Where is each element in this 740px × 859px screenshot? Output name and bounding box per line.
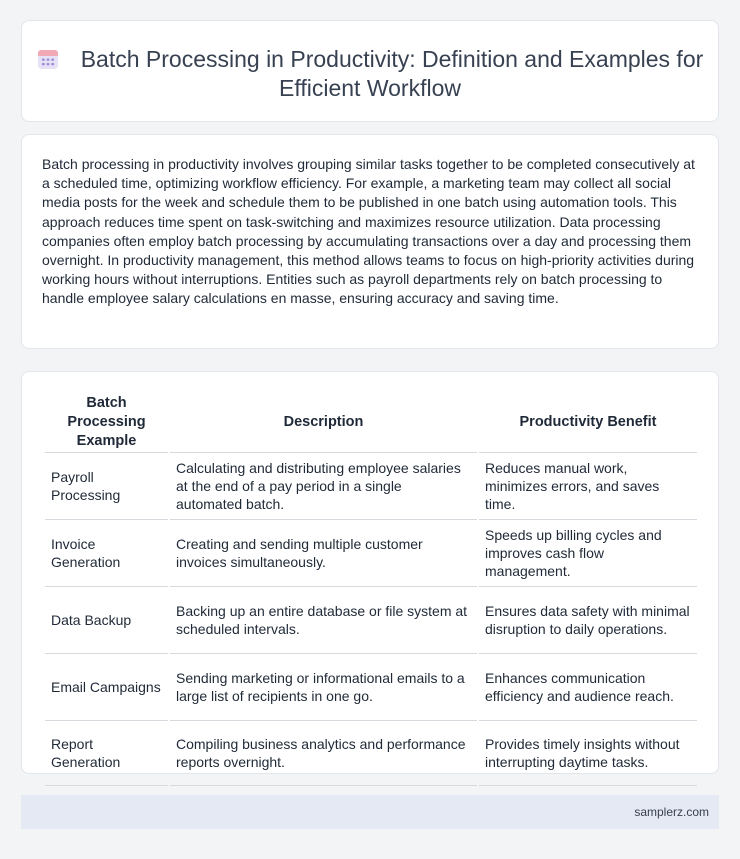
- footer-site-link[interactable]: samplerz.com: [634, 805, 709, 819]
- benefit-cell: Enhances communication efficiency and audience reach.: [479, 654, 697, 721]
- page-title-wrap: [22, 45, 718, 103]
- examples-table: [43, 393, 699, 786]
- description-cell: Creating and sending multiple customer invoices simultaneously.: [170, 520, 477, 587]
- description-cell: Backing up an entire database or file system at scheduled intervals.: [170, 587, 477, 654]
- benefit-cell: Reduces manual work, minimizes errors, and saves time.: [479, 453, 697, 520]
- table-row: [45, 587, 697, 654]
- table-row: [45, 520, 697, 587]
- example-cell: Report Generation: [45, 721, 168, 786]
- example-cell: Email Campaigns: [45, 654, 168, 721]
- description-cell: Compiling business analytics and performance reports overnight.: [170, 721, 477, 786]
- title-card: [21, 20, 719, 122]
- column-header-description: Description: [170, 393, 477, 453]
- page-title: Batch Processing in Productivity: Definition and Examples for Efficient Workflow: [80, 46, 704, 101]
- description-cell: Calculating and distributing employee salaries at the end of a pay period in a single automated batch.: [170, 453, 477, 520]
- intro-paragraph: Batch processing in productivity involves grouping similar tasks together to be completed consecutively at a scheduled time, optimizing workflow efficiency. For example, a marketing team may collect all social media posts for the week and schedule them to be published in one batch using automation tools. This approach reduces time spent on task-switching and maximizes resource utilization. Data processing companies often employ batch processing by accumulating transactions over a day and processing them overnight. In productivity management, this method allows teams to focus on high-priority activities during working hours without interruptions. Entities such as payroll departments rely on batch processing to handle employee salary calculations en masse, ensuring accuracy and saving time.: [42, 156, 695, 307]
- intro-card: [21, 134, 719, 349]
- footer: [21, 795, 719, 829]
- table-row: [45, 654, 697, 721]
- benefit-cell: Provides timely insights without interrupting daytime tasks.: [479, 721, 697, 786]
- column-header-benefit: Productivity Benefit: [479, 393, 697, 453]
- benefit-cell: Speeds up billing cycles and improves cash flow management.: [479, 520, 697, 587]
- example-cell: Data Backup: [45, 587, 168, 654]
- table-card: [21, 371, 719, 774]
- table-header-row: [45, 393, 697, 453]
- benefit-cell: Ensures data safety with minimal disruption to daily operations.: [479, 587, 697, 654]
- example-cell: Invoice Generation: [45, 520, 168, 587]
- column-header-example: Batch Processing Example: [45, 393, 168, 453]
- example-cell: Payroll Processing: [45, 453, 168, 520]
- description-cell: Sending marketing or informational emails to a large list of recipients in one go.: [170, 654, 477, 721]
- table-row: [45, 721, 697, 786]
- table-row: [45, 453, 697, 520]
- calendar-icon: [37, 48, 59, 70]
